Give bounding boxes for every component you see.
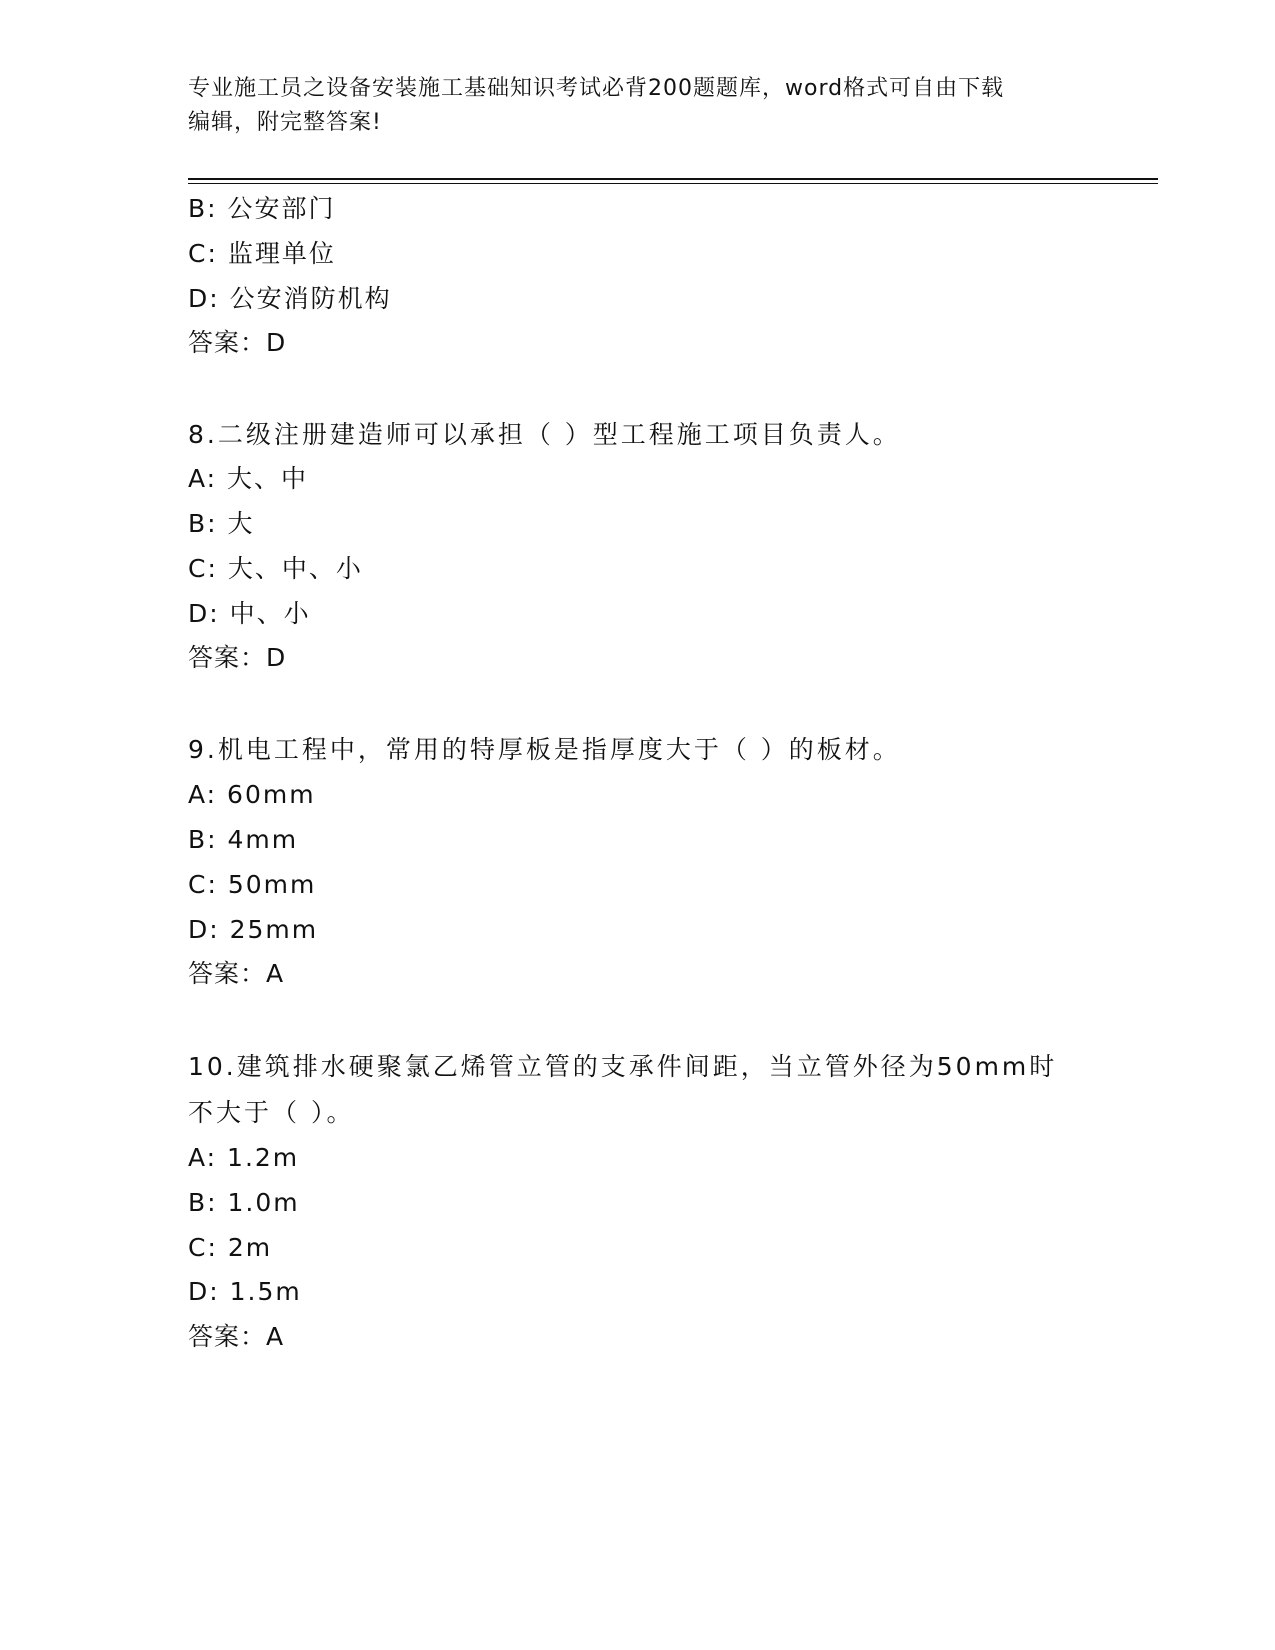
header-title-line-2: 编辑，附完整答案! bbox=[188, 110, 382, 135]
q9-option-b: B: 4mm bbox=[188, 825, 299, 854]
q10-option-d: D: 1.5m bbox=[188, 1277, 302, 1306]
q8-option-b: B: 大 bbox=[188, 509, 255, 538]
q8-option-a: A: 大、中 bbox=[188, 464, 309, 493]
q9-answer: 答案：A bbox=[188, 959, 285, 988]
q8-answer: 答案：D bbox=[188, 643, 287, 672]
q9-option-a: A: 60mm bbox=[188, 780, 316, 809]
q9-option-d: D: 25mm bbox=[188, 915, 319, 944]
header-divider-thin bbox=[188, 183, 1158, 184]
q10-question-line-2: 不大于（ ）。 bbox=[188, 1098, 355, 1127]
q7-answer: 答案：D bbox=[188, 328, 287, 357]
q8-option-c: C: 大、中、小 bbox=[188, 554, 363, 583]
q8-option-d: D: 中、小 bbox=[188, 599, 311, 628]
q7-option-c: C: 监理单位 bbox=[188, 239, 336, 268]
document-header bbox=[188, 72, 1088, 140]
q10-option-a: A: 1.2m bbox=[188, 1143, 300, 1172]
q7-option-d: D: 公安消防机构 bbox=[188, 284, 392, 313]
q10-question-line-1: 10.建筑排水硬聚氯乙烯管立管的支承件间距，当立管外径为50mm时 bbox=[188, 1052, 1058, 1081]
q10-option-b: B: 1.0m bbox=[188, 1188, 300, 1217]
q10-option-c: C: 2m bbox=[188, 1233, 273, 1262]
q10-answer: 答案：A bbox=[188, 1322, 285, 1351]
header-divider-thick bbox=[188, 178, 1158, 180]
q7-option-b: B: 公安部门 bbox=[188, 194, 336, 223]
header-title-line-1: 专业施工员之设备安装施工基础知识考试必背200题题库，word格式可自由下载 bbox=[188, 76, 1005, 101]
q9-question: 9.机电工程中，常用的特厚板是指厚度大于（ ）的板材。 bbox=[188, 735, 901, 764]
q8-question: 8.二级注册建造师可以承担（ ）型工程施工项目负责人。 bbox=[188, 420, 901, 449]
q9-option-c: C: 50mm bbox=[188, 870, 317, 899]
